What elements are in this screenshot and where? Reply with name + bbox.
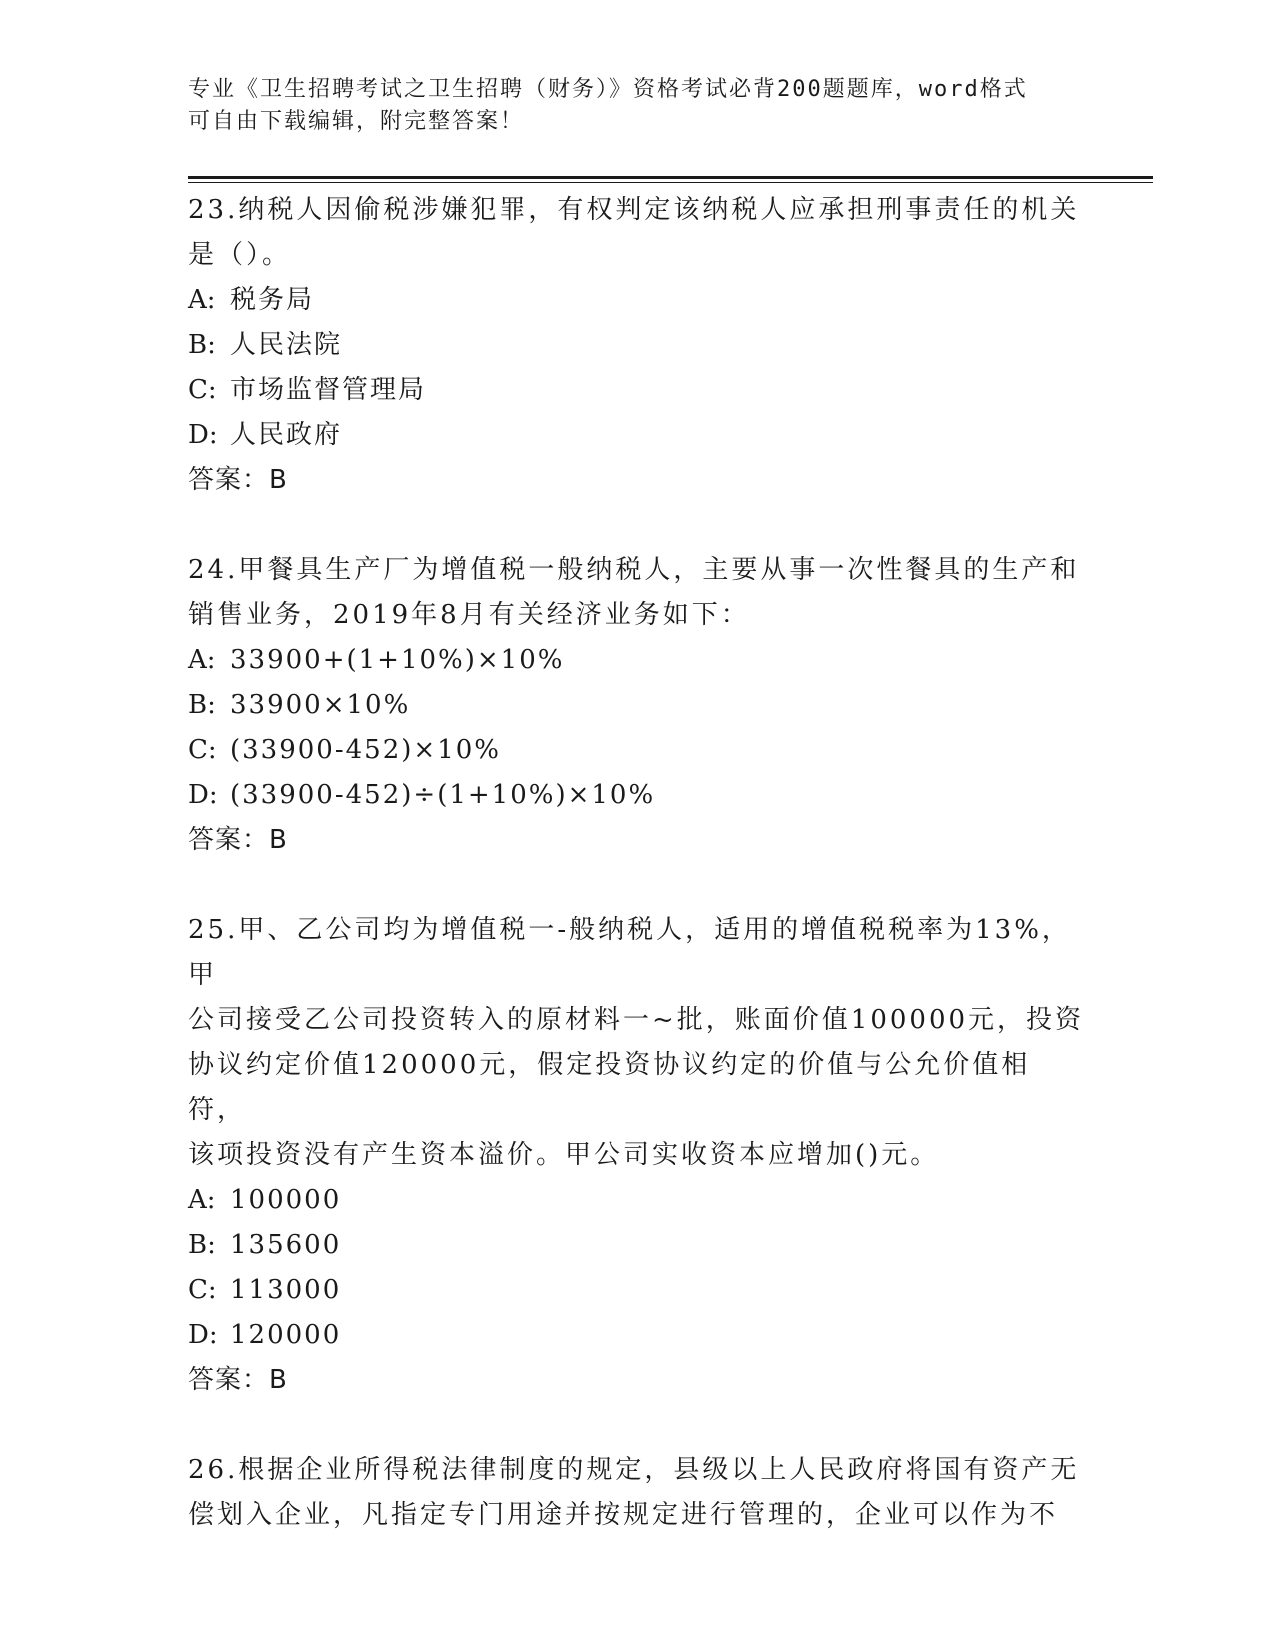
option-text: 120000	[230, 1320, 342, 1350]
option-text: 113000	[230, 1275, 342, 1305]
option-letter: D:	[188, 780, 218, 810]
option-text: 33900+(1+10%)×10%	[230, 645, 565, 675]
option-letter: D:	[188, 420, 218, 450]
answer-line: 答案：B	[188, 825, 288, 855]
question-25	[188, 908, 1088, 1403]
question-stem-line: 公司接受乙公司投资转入的原材料一~批，账面价值100000元，投资	[188, 1005, 1085, 1035]
option-letter: C:	[188, 735, 217, 765]
header-divider	[188, 176, 1153, 179]
option-b	[188, 1223, 1088, 1268]
option-c	[188, 368, 1088, 413]
option-text: (33900-452)÷(1+10%)×10%	[230, 780, 656, 810]
option-a	[188, 278, 1088, 323]
option-letter: C:	[188, 1275, 217, 1305]
question-list	[188, 188, 1088, 1583]
question-stem-line: 销售业务，2019年8月有关经济业务如下：	[188, 600, 750, 630]
option-letter: B:	[188, 330, 216, 360]
question-stem-line: 该项投资没有产生资本溢价。甲公司实收资本应增加()元。	[188, 1140, 940, 1170]
option-c	[188, 1268, 1088, 1313]
option-text: 人民政府	[230, 420, 343, 450]
option-text: 135600	[230, 1230, 342, 1260]
question-stem-line: 是（）。	[188, 240, 292, 270]
option-text: 33900×10%	[230, 690, 411, 720]
answer-line: 答案：B	[188, 465, 288, 495]
option-text: 100000	[230, 1185, 342, 1215]
question-24	[188, 548, 1088, 863]
option-text: 市场监督管理局	[230, 375, 427, 405]
option-letter: A:	[188, 645, 216, 675]
option-letter: C:	[188, 375, 217, 405]
question-stem-line: 偿划入企业，凡指定专门用途并按规定进行管理的，企业可以作为不	[188, 1500, 1059, 1530]
option-letter: B:	[188, 1230, 216, 1260]
option-letter: A:	[188, 285, 216, 315]
question-stem-line: 26.根据企业所得税法律制度的规定，县级以上人民政府将国有资产无	[188, 1455, 1080, 1485]
option-a	[188, 638, 1088, 683]
option-c	[188, 728, 1088, 773]
option-b	[188, 323, 1088, 368]
question-stem-line: 协议约定价值120000元，假定投资协议约定的价值与公允价值相符，	[188, 1050, 1031, 1125]
answer-line: 答案：B	[188, 1365, 288, 1395]
option-letter: A:	[188, 1185, 216, 1215]
option-text: 税务局	[230, 285, 315, 315]
document-header	[188, 74, 1088, 138]
question-stem-line: 25.甲、乙公司均为增值税一-般纳税人，适用的增值税税率为13%，甲	[188, 915, 1071, 990]
header-divider-thin	[188, 182, 1153, 183]
option-letter: B:	[188, 690, 216, 720]
option-text: 人民法院	[230, 330, 343, 360]
header-line: 专业《卫生招聘考试之卫生招聘（财务）》资格考试必背200题题库，word格式	[188, 77, 1028, 102]
question-23	[188, 188, 1088, 503]
option-d	[188, 773, 1088, 818]
option-d	[188, 1313, 1088, 1358]
option-b	[188, 683, 1088, 728]
option-a	[188, 1178, 1088, 1223]
header-line: 可自由下载编辑，附完整答案！	[188, 109, 525, 134]
question-stem-line: 24.甲餐具生产厂为增值税一般纳税人，主要从事一次性餐具的生产和	[188, 555, 1080, 585]
question-26	[188, 1448, 1088, 1538]
option-letter: D:	[188, 1320, 218, 1350]
option-d	[188, 413, 1088, 458]
question-stem-line: 23.纳税人因偷税涉嫌犯罪，有权判定该纳税人应承担刑事责任的机关	[188, 195, 1080, 225]
option-text: (33900-452)×10%	[230, 735, 501, 765]
